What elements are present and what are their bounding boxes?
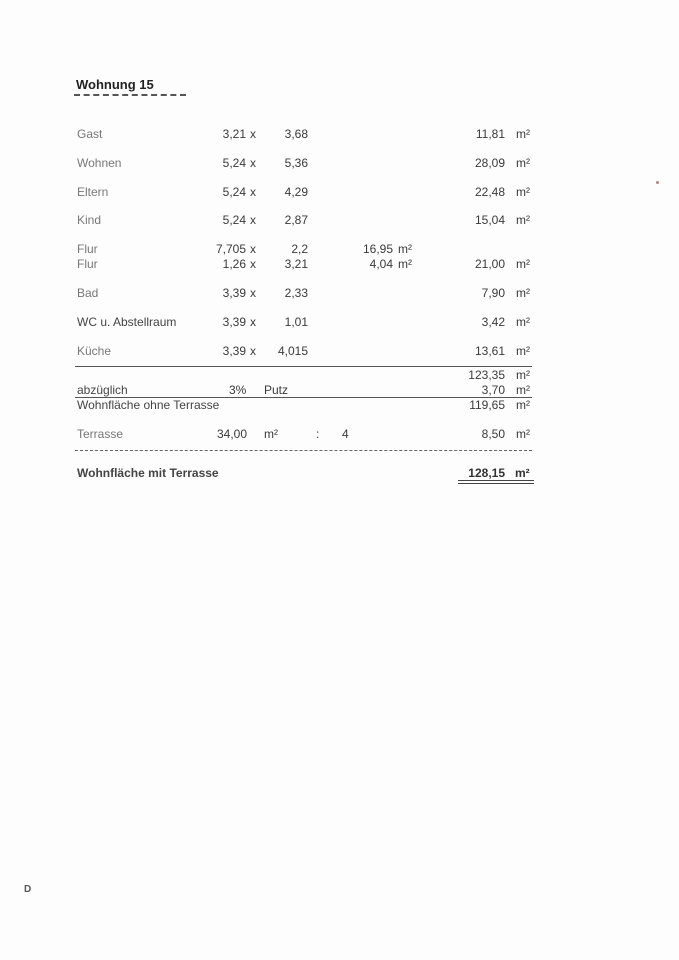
room-name: Bad <box>77 286 99 300</box>
room-area-unit: m² <box>516 156 530 170</box>
room-area: 3,42 <box>481 315 505 329</box>
room-dim-a: 3,39 <box>222 286 246 300</box>
room-area: 7,90 <box>481 286 505 300</box>
room-area-unit: m² <box>516 127 530 141</box>
total-unit: m² <box>515 466 530 480</box>
room-name: Eltern <box>77 185 109 199</box>
document-title: Wohnung 15 <box>76 77 154 92</box>
room-dim-b: 4,015 <box>277 344 308 358</box>
room-name: WC u. Abstellraum <box>77 315 177 329</box>
room-area: 21,00 <box>474 257 505 271</box>
room-dim-b: 2,87 <box>284 213 308 227</box>
room-area: 22,48 <box>474 185 505 199</box>
room-dim-a: 1,26 <box>222 257 246 271</box>
room-dim-a: 7,705 <box>215 242 246 256</box>
room-dim-b: 4,29 <box>284 185 308 199</box>
room-partial-unit: m² <box>398 257 412 271</box>
terrace-operator: : <box>316 427 320 441</box>
times-sign: x <box>250 185 256 199</box>
room-partial-area: 16,95 <box>362 242 393 256</box>
room-name: Küche <box>77 344 112 358</box>
room-name: Flur <box>77 242 98 256</box>
times-sign: x <box>250 213 256 227</box>
deduction-label: abzüglich <box>77 383 128 397</box>
total-double-underline-top <box>458 480 534 481</box>
times-sign: x <box>250 127 256 141</box>
room-area: 11,81 <box>475 127 505 141</box>
room-area: 28,09 <box>474 156 505 170</box>
times-sign: x <box>250 242 256 256</box>
paper-speck <box>656 181 659 184</box>
room-area-unit: m² <box>516 315 530 329</box>
sum-rule <box>75 366 532 367</box>
room-area-unit: m² <box>516 257 530 271</box>
deduction-percent: 3% <box>229 383 247 397</box>
room-dim-b: 3,68 <box>284 127 308 141</box>
room-dim-a: 3,21 <box>222 127 246 141</box>
total-label: Wohnfläche mit Terrasse <box>77 466 219 480</box>
terrace-size: 34,00 <box>216 427 247 441</box>
room-dim-b: 5,36 <box>284 156 308 170</box>
room-dim-b: 1,01 <box>284 315 308 329</box>
room-partial-unit: m² <box>398 242 412 256</box>
terrace-divisor: 4 <box>342 427 349 441</box>
terrace-value: 8,50 <box>481 427 505 441</box>
times-sign: x <box>250 344 256 358</box>
room-area: 13,61 <box>474 344 505 358</box>
room-area-unit: m² <box>516 213 530 227</box>
room-dim-b: 2,2 <box>291 242 308 256</box>
total-double-underline-bottom <box>458 483 534 484</box>
room-dim-a: 5,24 <box>222 213 246 227</box>
times-sign: x <box>250 257 256 271</box>
subtotal-value: 123,35 <box>468 368 505 382</box>
room-dim-a: 3,39 <box>222 344 246 358</box>
room-dim-b: 2,33 <box>284 286 308 300</box>
room-partial-area: 4,04 <box>369 257 393 271</box>
terrace-unit: m² <box>516 427 530 441</box>
without-terrace-label: Wohnfläche ohne Terrasse <box>77 398 220 412</box>
terrace-size-unit: m² <box>264 427 278 441</box>
corner-mark: D <box>24 884 32 895</box>
without-terrace-value: 119,65 <box>469 398 505 412</box>
room-dim-a: 5,24 <box>222 156 246 170</box>
total-value: 128,15 <box>468 466 505 480</box>
room-name: Gast <box>77 127 103 141</box>
room-name: Flur <box>77 257 98 271</box>
room-dim-a: 3,39 <box>222 315 246 329</box>
deduction-unit: m² <box>516 383 530 397</box>
room-area-unit: m² <box>516 344 530 358</box>
total-rule <box>75 450 532 451</box>
room-area-unit: m² <box>516 185 530 199</box>
room-dim-b: 3,21 <box>284 257 308 271</box>
subtotal-unit: m² <box>516 368 530 382</box>
times-sign: x <box>250 156 256 170</box>
room-dim-a: 5,24 <box>222 185 246 199</box>
room-name: Kind <box>77 213 102 227</box>
deduction-value: 3,70 <box>481 383 505 397</box>
room-area-unit: m² <box>516 286 530 300</box>
times-sign: x <box>250 286 256 300</box>
deduction-kind: Putz <box>264 383 289 397</box>
title-underline <box>74 94 186 96</box>
times-sign: x <box>250 315 256 329</box>
room-name: Wohnen <box>77 156 122 170</box>
terrace-label: Terrasse <box>77 427 124 441</box>
without-terrace-unit: m² <box>516 398 530 412</box>
room-area: 15,04 <box>474 213 505 227</box>
